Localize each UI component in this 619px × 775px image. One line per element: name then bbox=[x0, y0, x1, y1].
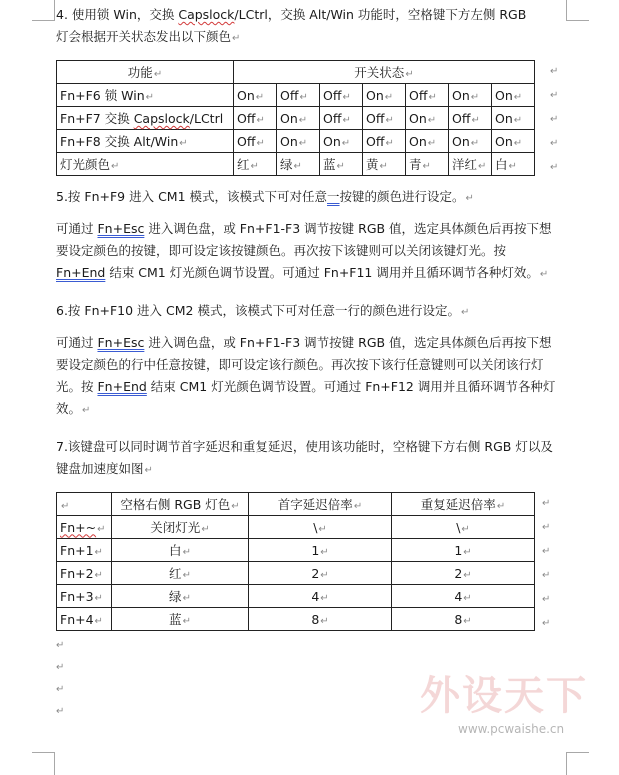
table1-cell: On↵ bbox=[277, 130, 320, 153]
watermark bbox=[420, 664, 590, 754]
watermark-url: www.pcwaishe.cn bbox=[458, 722, 565, 736]
table1-header-status: 开关状态↵ bbox=[234, 61, 535, 84]
table1-cell: On↵ bbox=[406, 107, 449, 130]
table1-header-row bbox=[57, 61, 535, 84]
table1-cell: 绿↵ bbox=[277, 153, 320, 176]
table1-cell: On↵ bbox=[449, 84, 492, 107]
table1-row-4-label: 灯光颜色↵ bbox=[57, 153, 234, 176]
table2-row-2 bbox=[57, 539, 535, 562]
table1-cell: On↵ bbox=[363, 84, 406, 107]
row-end-mark: ↵ bbox=[542, 546, 551, 557]
margin-corner-bottom-right bbox=[566, 752, 589, 775]
rgb-status-table bbox=[56, 60, 535, 176]
table2-cell: 1↵ bbox=[392, 539, 535, 562]
paragraph-4 bbox=[56, 4, 556, 50]
table1-cell: 洋红↵ bbox=[449, 153, 492, 176]
delay-table bbox=[56, 492, 535, 631]
table2-cell: 8↵ bbox=[392, 608, 535, 631]
paragraph-6: 6.按 Fn+F10 进入 CM2 模式，该模式下可对任意一行的颜色进行设定。↵ bbox=[56, 303, 470, 318]
table1-cell: 青↵ bbox=[406, 153, 449, 176]
table2-cell: Fn+~↵ bbox=[57, 516, 112, 539]
p4-text-a: 使用锁 Win，交换 bbox=[71, 7, 179, 22]
table1-cell: Off↵ bbox=[320, 84, 363, 107]
p4-text-b: /LCtrl，交换 Alt/Win 功能时，空格键下方左侧 RGB bbox=[234, 7, 527, 22]
table2-header-empty: ↵ bbox=[57, 493, 112, 516]
table2-cell: 4↵ bbox=[392, 585, 535, 608]
table2-header-color: 空格右侧 RGB 灯色↵ bbox=[112, 493, 249, 516]
table1-cell: 红↵ bbox=[234, 153, 277, 176]
p4-capslock: Capslock bbox=[178, 7, 235, 22]
table2-cell: 2↵ bbox=[249, 562, 392, 585]
table2-cell: 绿↵ bbox=[112, 585, 249, 608]
row-end-mark: ↵ bbox=[542, 498, 551, 509]
paragraph-7: 7.该键盘可以同时调节首字延迟和重复延迟，使用该功能时，空格键下方右侧 RGB 灯以及键盘加速度如图↵ bbox=[56, 439, 553, 476]
row-end-mark: ↵ bbox=[542, 570, 551, 581]
empty-paragraph-mark: ↵ bbox=[56, 662, 65, 673]
row-end-mark: ↵ bbox=[542, 618, 551, 629]
row-end-mark: ↵ bbox=[550, 114, 559, 125]
table1-cell: Off↵ bbox=[234, 130, 277, 153]
table1-cell: 黄↵ bbox=[363, 153, 406, 176]
table2-row-3 bbox=[57, 562, 535, 585]
table1-cell: Off↵ bbox=[363, 107, 406, 130]
table2-row-4 bbox=[57, 585, 535, 608]
table2-cell: 8↵ bbox=[249, 608, 392, 631]
table1-cell: On↵ bbox=[406, 130, 449, 153]
table1-cell: On↵ bbox=[320, 130, 363, 153]
table1-cell: Off↵ bbox=[234, 107, 277, 130]
row-end-mark: ↵ bbox=[550, 162, 559, 173]
table1-row-2 bbox=[57, 107, 535, 130]
table1-cell: On↵ bbox=[492, 107, 535, 130]
table1-row-1-label: Fn+F6 锁 Win↵ bbox=[57, 84, 234, 107]
table2-cell: 白↵ bbox=[112, 539, 249, 562]
table2-cell: 蓝↵ bbox=[112, 608, 249, 631]
table1-cell: 白↵ bbox=[492, 153, 535, 176]
table1-cell: On↵ bbox=[234, 84, 277, 107]
table2-cell: \↵ bbox=[249, 516, 392, 539]
table1-cell: Off↵ bbox=[277, 84, 320, 107]
row-end-mark: ↵ bbox=[542, 522, 551, 533]
table2-cell: 4↵ bbox=[249, 585, 392, 608]
row-end-mark: ↵ bbox=[550, 90, 559, 101]
table2-header-row bbox=[57, 493, 535, 516]
p4-line2: 灯会根据开关状态发出以下颜色 bbox=[56, 29, 232, 44]
table2-cell: 关闭灯光↵ bbox=[112, 516, 249, 539]
table1-row-2-label: Fn+F7 交换 Capslock/LCtrl bbox=[57, 107, 234, 130]
table1-cell: On↵ bbox=[277, 107, 320, 130]
table1-cell: On↵ bbox=[492, 84, 535, 107]
paragraph-5-detail: 可通过 Fn+Esc 进入调色盘，或 Fn+F1-F3 调节按键 RGB 值，选定具体颜色后再按下想要设定颜色的按键，即可设定该按键颜色。再次按下该键则可以关闭该键灯光。按 Fn+End 结束 CM1 灯光颜色调节设置。可通过 Fn+F11 调用并且循环调节各种灯效。↵ bbox=[56, 221, 552, 280]
table2-cell: 1↵ bbox=[249, 539, 392, 562]
row-end-mark: ↵ bbox=[542, 594, 551, 605]
table2-cell: Fn+1↵ bbox=[57, 539, 112, 562]
table2-cell: Fn+4↵ bbox=[57, 608, 112, 631]
table1-cell: Off↵ bbox=[406, 84, 449, 107]
empty-paragraph-mark: ↵ bbox=[56, 640, 65, 651]
table2-cell: 2↵ bbox=[392, 562, 535, 585]
table2-cell: Fn+3↵ bbox=[57, 585, 112, 608]
table2-row-1 bbox=[57, 516, 535, 539]
table2-cell: \↵ bbox=[392, 516, 535, 539]
table1-header-function: 功能↵ bbox=[57, 61, 234, 84]
table2-cell: 红↵ bbox=[112, 562, 249, 585]
watermark-logo-text: 外设天下 bbox=[420, 673, 588, 719]
paragraph-6-detail: 可通过 Fn+Esc 进入调色盘，或 Fn+F1-F3 调节按键 RGB 值，选定具体颜色后再按下想要设定颜色的行中任意按键，即可设定该行颜色。再次按下该行任意键则可以关闭该行灯光。按 Fn+End 结束 CM1 灯光颜色调节设置。可通过 Fn+F12 调用并且循环调节各种灯效。↵ bbox=[56, 335, 556, 416]
table1-cell: Off↵ bbox=[363, 130, 406, 153]
paragraph-mark: ↵ bbox=[232, 33, 241, 44]
margin-corner-top-right bbox=[566, 0, 589, 21]
table2-cell: Fn+2↵ bbox=[57, 562, 112, 585]
table1-row-3-label: Fn+F8 交换 Alt/Win↵ bbox=[57, 130, 234, 153]
table1-row-4 bbox=[57, 153, 535, 176]
table2-header-repeat-delay: 重复延迟倍率↵ bbox=[392, 493, 535, 516]
table2-row-5 bbox=[57, 608, 535, 631]
paragraph-5: 5.按 Fn+F9 进入 CM1 模式，该模式下可对任意一按键的颜色进行设定。↵ bbox=[56, 189, 474, 204]
table1-cell: On↵ bbox=[492, 130, 535, 153]
empty-paragraph-mark: ↵ bbox=[56, 706, 65, 717]
row-end-mark: ↵ bbox=[550, 138, 559, 149]
empty-paragraph-mark: ↵ bbox=[56, 684, 65, 695]
table1-cell: Off↵ bbox=[449, 107, 492, 130]
table1-cell: Off↵ bbox=[320, 107, 363, 130]
p4-number: 4. bbox=[56, 7, 72, 22]
row-end-mark: ↵ bbox=[550, 66, 559, 77]
table2-header-first-delay: 首字延迟倍率↵ bbox=[249, 493, 392, 516]
margin-corner-top-left bbox=[32, 0, 55, 21]
table1-cell: 蓝↵ bbox=[320, 153, 363, 176]
margin-corner-bottom-left bbox=[32, 752, 55, 775]
table1-row-3 bbox=[57, 130, 535, 153]
table1-cell: On↵ bbox=[449, 130, 492, 153]
table1-row-1 bbox=[57, 84, 535, 107]
